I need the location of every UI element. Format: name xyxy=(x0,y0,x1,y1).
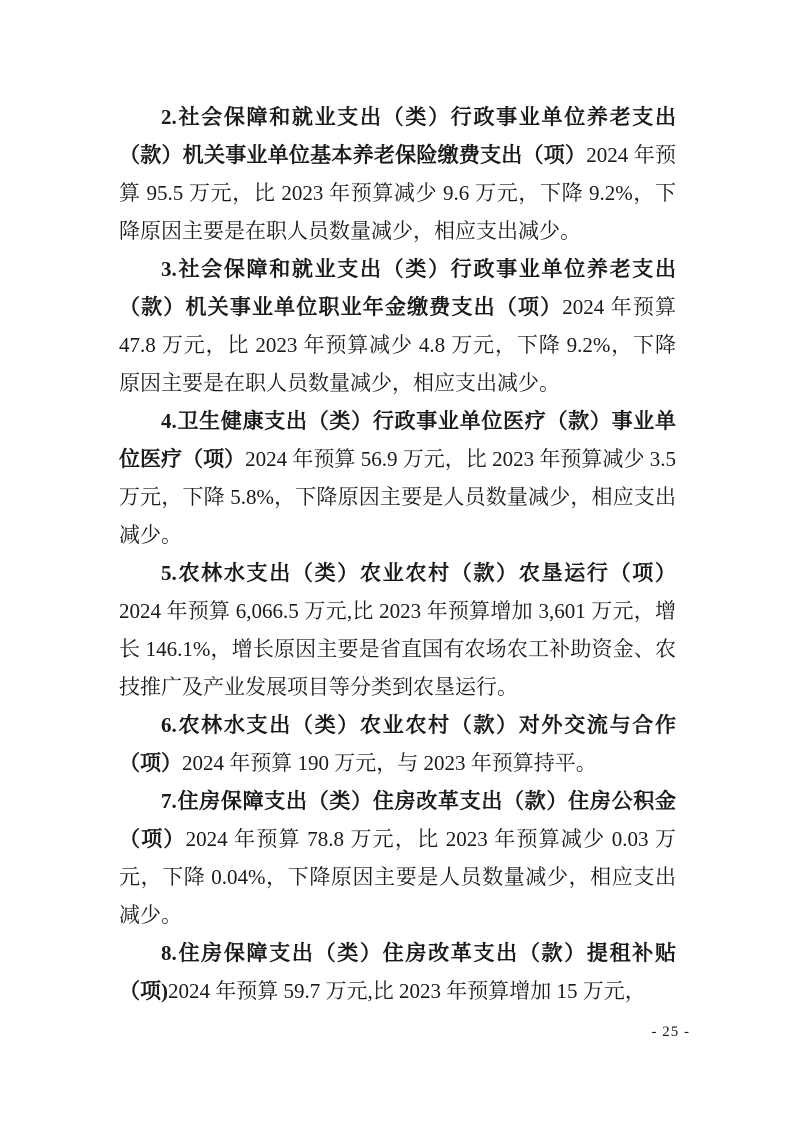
paragraph-lead: 8.住房保障支出（类）住房改革支出（款）提租补贴（项) xyxy=(119,941,676,1003)
paragraph-lead: 6.农林水支出（类）农业农村（款）对外交流与合作（项） xyxy=(119,713,676,775)
paragraph xyxy=(119,706,676,782)
paragraph xyxy=(119,554,676,706)
paragraph xyxy=(119,934,676,1010)
paragraph-body: 2024 年预算 56.9 万元，比 2023 年预算减少 3.5 万元，下降 5.8%，下降原因主要是人员数量减少，相应支出减少。 xyxy=(119,447,676,547)
paragraph-lead: 5.农林水支出（类）农业农村（款）农垦运行（项） xyxy=(161,561,676,585)
paragraph xyxy=(119,402,676,554)
paragraph-body: 2024 年预算 190 万元，与 2023 年预算持平。 xyxy=(182,751,597,775)
paragraph-body: 2024 年预算 47.8 万元，比 2023 年预算减少 4.8 万元，下降 9.2%，下降原因主要是在职人员数量减少，相应支出减少。 xyxy=(119,295,677,395)
paragraph-lead: 3.社会保障和就业支出（类）行政事业单位养老支出（款）机关事业单位职业年金缴费支出（项） xyxy=(119,257,676,319)
paragraph xyxy=(119,782,676,934)
paragraph-body: 2024 年预算 95.5 万元，比 2023 年预算减少 9.6 万元，下降 9.2%，下降原因主要是在职人员数量减少，相应支出减少。 xyxy=(119,143,677,243)
page-number: - 25 - xyxy=(651,1024,690,1040)
paragraph-body: 2024 年预算 78.8 万元，比 2023 年预算减少 0.03 万元，下降 0.04%，下降原因主要是人员数量减少，相应支出减少。 xyxy=(119,827,677,927)
paragraph xyxy=(119,250,676,402)
paragraph-body: 2024 年预算 59.7 万元,比 2023 年预算增加 15 万元， xyxy=(168,979,646,1003)
document-body xyxy=(119,98,676,1010)
paragraph xyxy=(119,98,676,250)
paragraph-lead: 7.住房保障支出（类）住房改革支出（款）住房公积金（项） xyxy=(119,789,676,851)
paragraph-body: 2024 年预算 6,066.5 万元,比 2023 年预算增加 3,601 万元，增长 146.1%，增长原因主要是省直国有农场农工补助资金、农技推广及产业发展项目等分类到农垦运行。 xyxy=(119,599,676,699)
paragraph-lead: 2.社会保障和就业支出（类）行政事业单位养老支出（款）机关事业单位基本养老保险缴费支出（项） xyxy=(119,105,676,167)
paragraph-lead: 4.卫生健康支出（类）行政事业单位医疗（款）事业单位医疗（项） xyxy=(119,409,676,471)
